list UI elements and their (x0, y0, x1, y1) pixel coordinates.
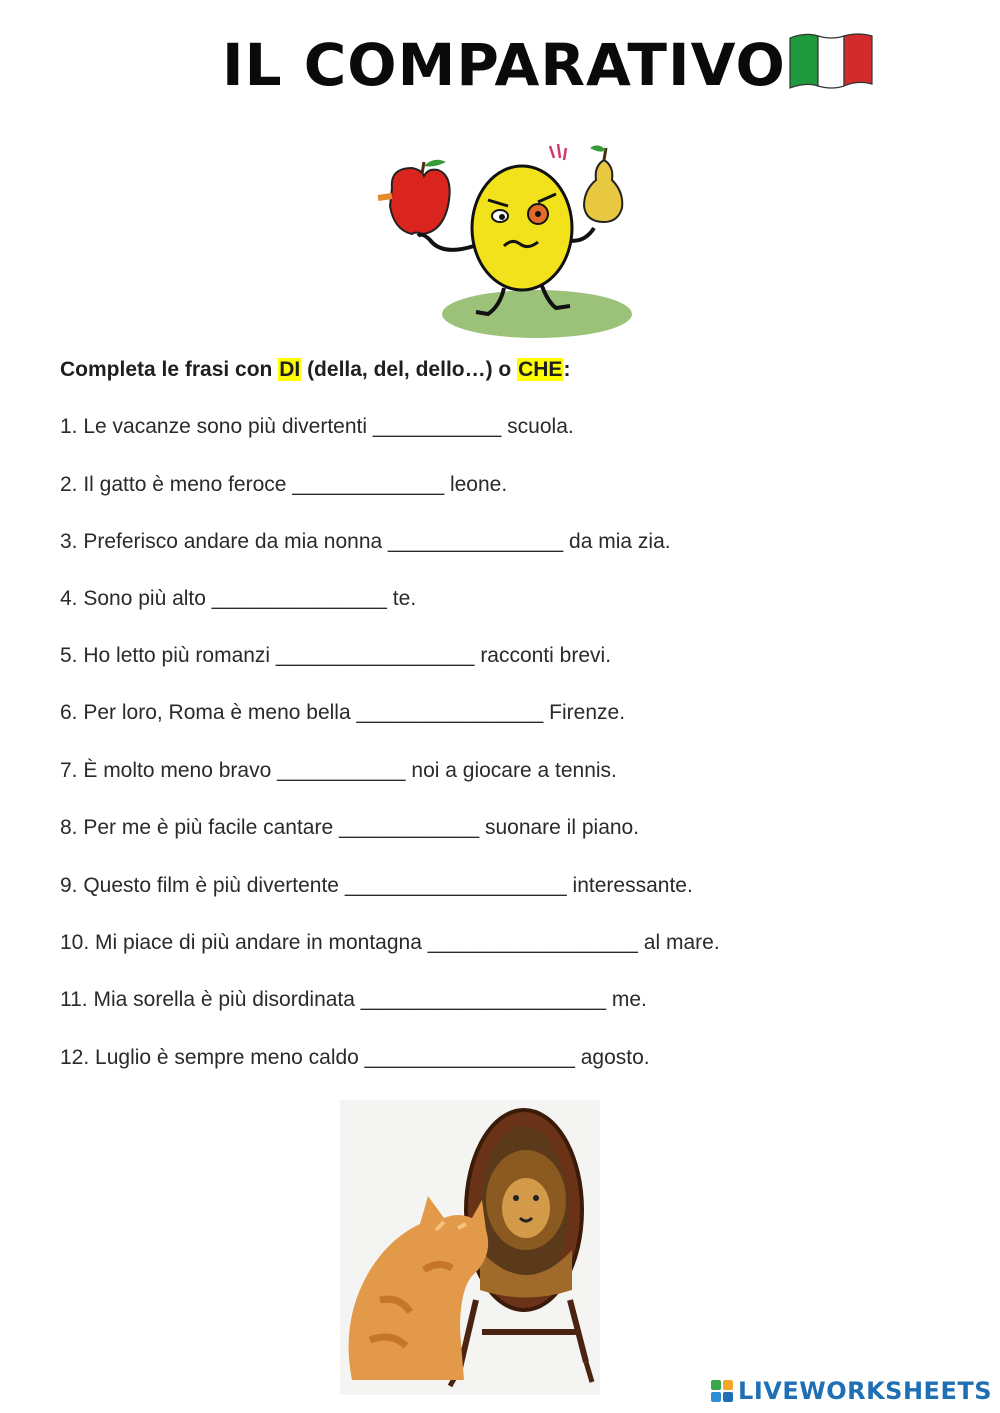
exercise-sentence[interactable]: 11. Mia sorella è più disordinata _____________________ me. (60, 988, 647, 1011)
highlight-che: CHE (518, 358, 563, 381)
page-title: IL COMPARATIVO (222, 31, 786, 99)
exercise-sentence[interactable]: 5. Ho letto più romanzi _________________ racconti brevi. (60, 644, 612, 667)
exercise-sentence[interactable]: 9. Questo film è più divertente ___________________ interessante. (60, 874, 693, 897)
exercise-sentence[interactable]: 12. Luglio è sempre meno caldo __________________ agosto. (60, 1046, 650, 1069)
exercise-sentence[interactable]: 1. Le vacanze sono più divertenti ___________ scuola. (60, 415, 574, 438)
brand-name: LIVEWORKSHEETS (738, 1377, 992, 1405)
liveworksheets-brand[interactable] (710, 1377, 992, 1405)
kitten-mirror-lion-illustration (340, 1100, 600, 1395)
instruction-suffix: : (563, 358, 571, 381)
exercise-sentence[interactable]: 7. È molto meno bravo ___________ noi a giocare a tennis. (60, 759, 617, 782)
instruction-middle: (della, del, dello…) o (301, 358, 518, 381)
instruction-prefix: Completa le frasi con (60, 358, 279, 381)
exercise-sentence[interactable]: 6. Per loro, Roma è meno bella ________________ Firenze. (60, 701, 626, 724)
instruction-text (60, 358, 570, 382)
highlight-di: DI (279, 358, 301, 381)
exercise-sentence[interactable]: 10. Mi piace di più andare in montagna __________________ al mare. (60, 931, 720, 954)
liveworksheets-logo-icon (710, 1379, 734, 1403)
exercise-sentence[interactable]: 4. Sono più alto _______________ te. (60, 587, 417, 610)
exercise-sentence[interactable]: 3. Preferisco andare da mia nonna _______________ da mia zia. (60, 530, 671, 553)
apple-pear-character-illustration (372, 136, 637, 341)
exercise-sentence[interactable]: 8. Per me è più facile cantare ____________ suonare il piano. (60, 816, 640, 839)
exercise-sentence[interactable]: 2. Il gatto è meno feroce _____________ leone. (60, 473, 508, 496)
italy-flag-icon (786, 30, 876, 90)
